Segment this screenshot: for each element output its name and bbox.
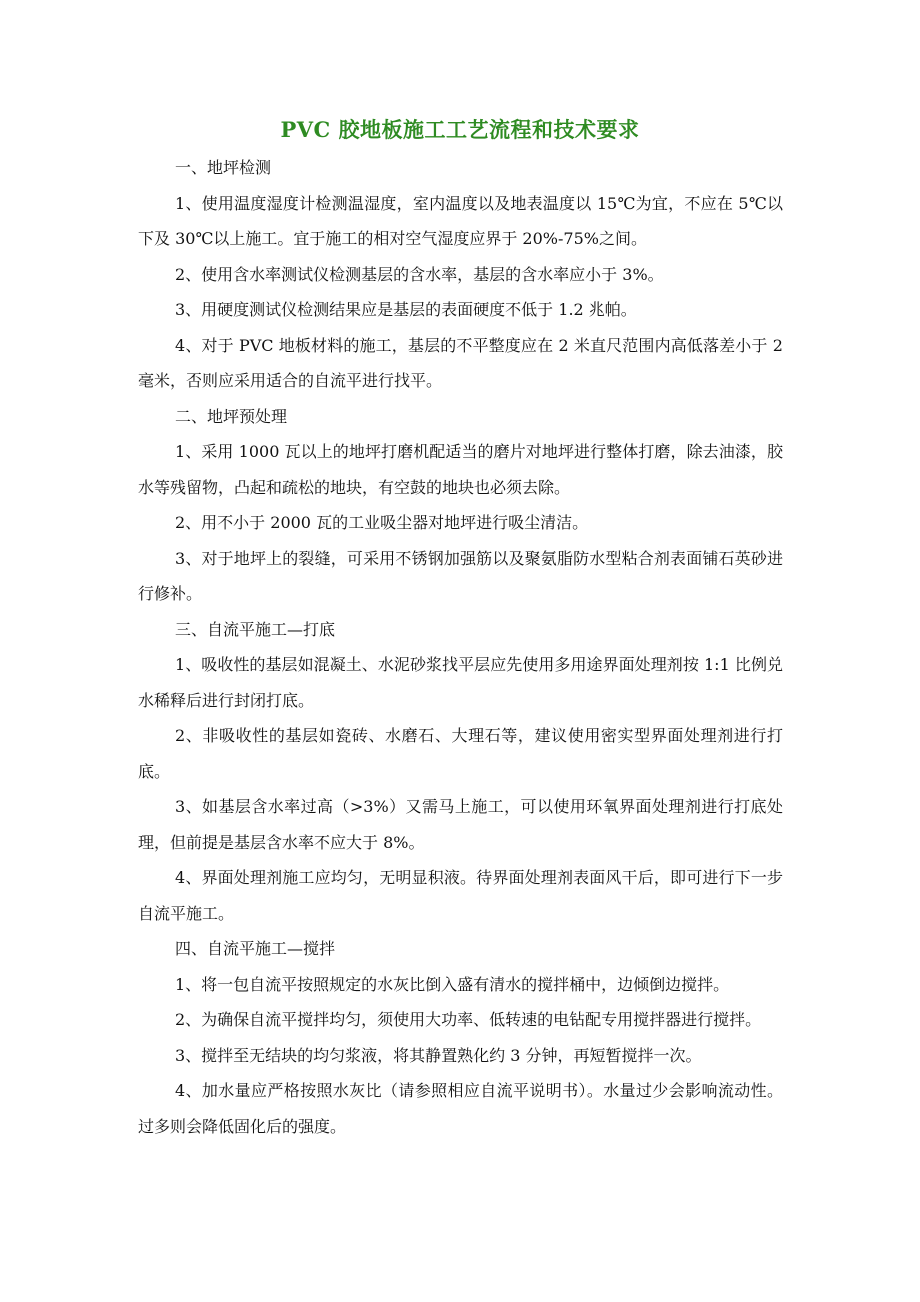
paragraph: 1、采用 1000 瓦以上的地坪打磨机配适当的磨片对地坪进行整体打磨，除去油漆，胶水等残留物，凸起和疏松的地块，有空鼓的地块也必须去除。 — [138, 442, 783, 497]
paragraph: 2、非吸收性的基层如瓷砖、水磨石、大理石等，建议使用密实型界面处理剂进行打底。 — [138, 726, 783, 781]
paragraph: 1、吸收性的基层如混凝土、水泥砂浆找平层应先使用多用途界面处理剂按 1:1 比例兑水稀释后进行封闭打底。 — [138, 655, 783, 710]
paragraph: 3、对于地坪上的裂缝，可采用不锈钢加强筋以及聚氨脂防水型粘合剂表面铺石英砂进行修补。 — [138, 548, 783, 603]
paragraph: 3、用硬度测试仪检测结果应是基层的表面硬度不低于 1.2 兆帕。 — [175, 300, 637, 319]
paragraph: 2、使用含水率测试仪检测基层的含水率，基层的含水率应小于 3%。 — [175, 264, 664, 284]
document-title: PVC 胶地板施工工艺流程和技术要求 — [280, 117, 640, 142]
paragraph: 3、搅拌至无结块的均匀浆液，将其静置熟化约 3 分钟，再短暂搅拌一次。 — [175, 1045, 702, 1065]
paragraph: 2、用不小于 2000 瓦的工业吸尘器对地坪进行吸尘清洁。 — [175, 513, 589, 532]
heading-section-1: 一、地坪检测 — [175, 158, 272, 177]
heading-section-3: 三、自流平施工—打底 — [175, 619, 336, 639]
paragraph: 3、如基层含水率过高（>3%）又需马上施工，可以使用环氧界面处理剂进行打底处理，但前提是基层含水率不应大于 8%。 — [138, 797, 783, 852]
paragraph: 1、将一包自流平按照规定的水灰比倒入盛有清水的搅拌桶中，边倾倒边搅拌。 — [175, 974, 730, 994]
heading-section-4: 四、自流平施工—搅拌 — [175, 939, 336, 958]
document-body — [138, 150, 783, 1144]
paragraph: 4、界面处理剂施工应均匀，无明显积液。待界面处理剂表面风干后，即可进行下一步自流平施工。 — [138, 868, 783, 923]
paragraph: 4、对于 PVC 地板材料的施工，基层的不平整度应在 2 米直尺范围内高低落差小于 2 毫米，否则应采用适合的自流平进行找平。 — [138, 335, 783, 390]
heading-section-2: 二、地坪预处理 — [175, 406, 288, 426]
paragraph: 4、加水量应严格按照水灰比（请参照相应自流平说明书）。水量过少会影响流动性。过多则会降低固化后的强度。 — [138, 1081, 783, 1136]
paragraph: 1、使用温度湿度计检测温湿度，室内温度以及地表温度以 15℃为宜，不应在 5℃以下及 30℃以上施工。宜于施工的相对空气湿度应界于 20%-75%之间。 — [138, 193, 783, 248]
paragraph: 2、为确保自流平搅拌均匀，须使用大功率、低转速的电钻配专用搅拌器进行搅拌。 — [175, 1010, 762, 1029]
